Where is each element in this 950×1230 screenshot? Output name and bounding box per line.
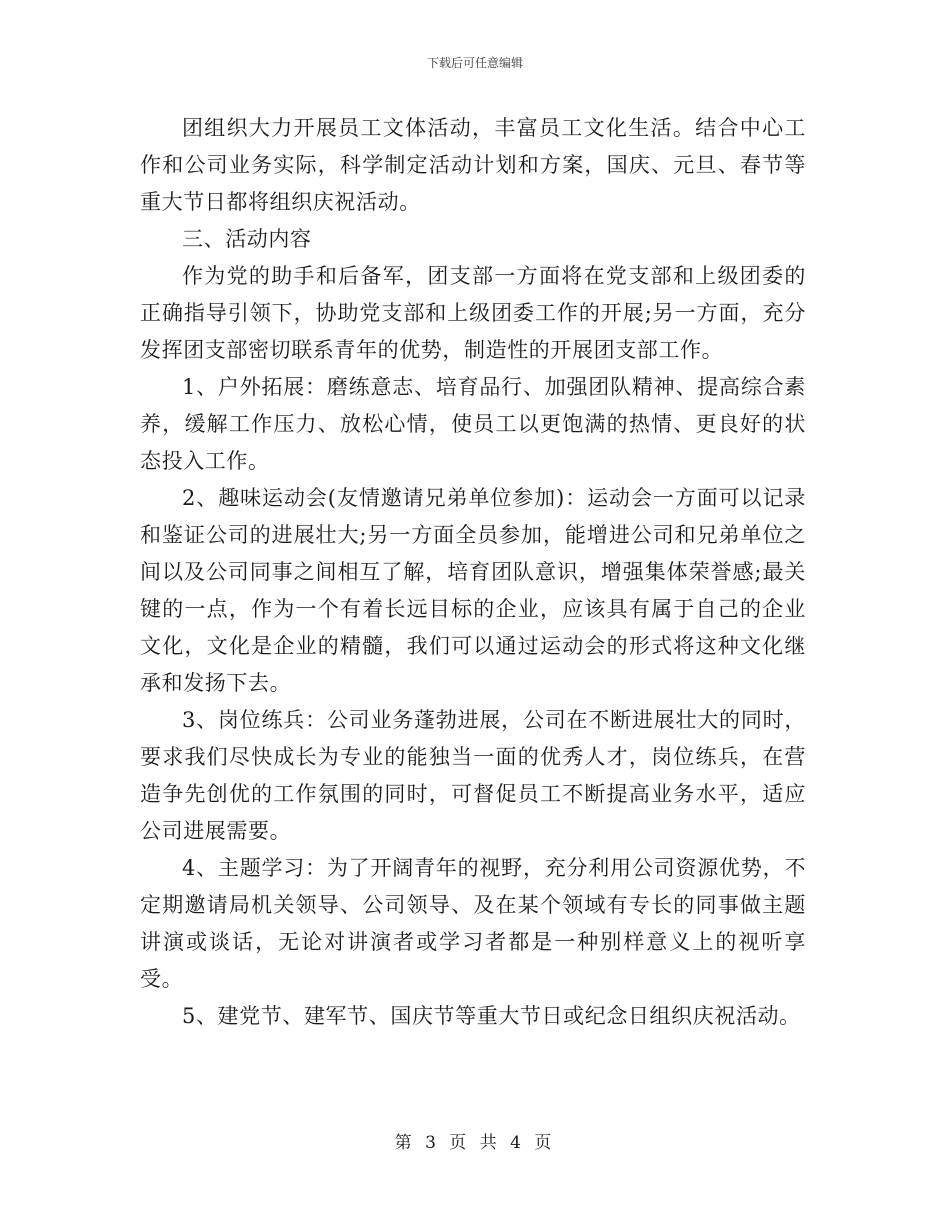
paragraph: 团组织大力开展员工文体活动，丰富员工文化生活。结合中心工作和公司业务实际，科学制定活动计划和方案，国庆、元旦、春节等重大节日都将组织庆祝活动。 bbox=[140, 116, 806, 214]
list-item: 2、趣味运动会(友情邀请兄弟单位参加)：运动会一方面可以记录和鉴证公司的进展壮大;另一方面全员参加，能增进公司和兄弟单位之间以及公司同事之间相互了解，培育团队意识，增强集体荣誉感;最关键的一点，作为一个有着长远目标的企业，应该具有属于自己的企业文化，文化是企业的精髓，我们可以通过运动会的形式将这种文化继承和发扬下去。 bbox=[140, 486, 806, 695]
page-number: 第 3 页 共 4 页 bbox=[394, 1133, 556, 1153]
paragraph: 作为党的助手和后备军，团支部一方面将在党支部和上级团委的正确指导引领下，协助党支部和上级团委工作的开展;另一方面，充分发挥团支部密切联系青年的优势，制造性的开展团支部工作。 bbox=[140, 264, 806, 362]
section-heading: 三、活动内容 bbox=[182, 227, 312, 251]
page-header: 下载后可任意编辑 bbox=[426, 56, 523, 70]
document-body bbox=[140, 110, 806, 1035]
list-item: 3、岗位练兵：公司业务蓬勃进展，公司在不断进展壮大的同时，要求我们尽快成长为专业的能独当一面的优秀人才，岗位练兵，在营造争先创优的工作氛围的同时，可督促员工不断提高业务水平，适应公司进展需要。 bbox=[140, 708, 806, 843]
list-item: 5、建党节、建军节、国庆节等重大节日或纪念日组织庆祝活动。 bbox=[182, 1004, 801, 1028]
list-item: 1、户外拓展：磨练意志、培育品行、加强团队精神、提高综合素养，缓解工作压力、放松心情，使员工以更饱满的热情、更良好的状态投入工作。 bbox=[140, 375, 806, 473]
list-item: 4、主题学习：为了开阔青年的视野，充分利用公司资源优势，不定期邀请局机关领导、公司领导、及在某个领域有专长的同事做主题讲演或谈话，无论对讲演者或学习者都是一种别样意义上的视听享受。 bbox=[140, 856, 806, 991]
